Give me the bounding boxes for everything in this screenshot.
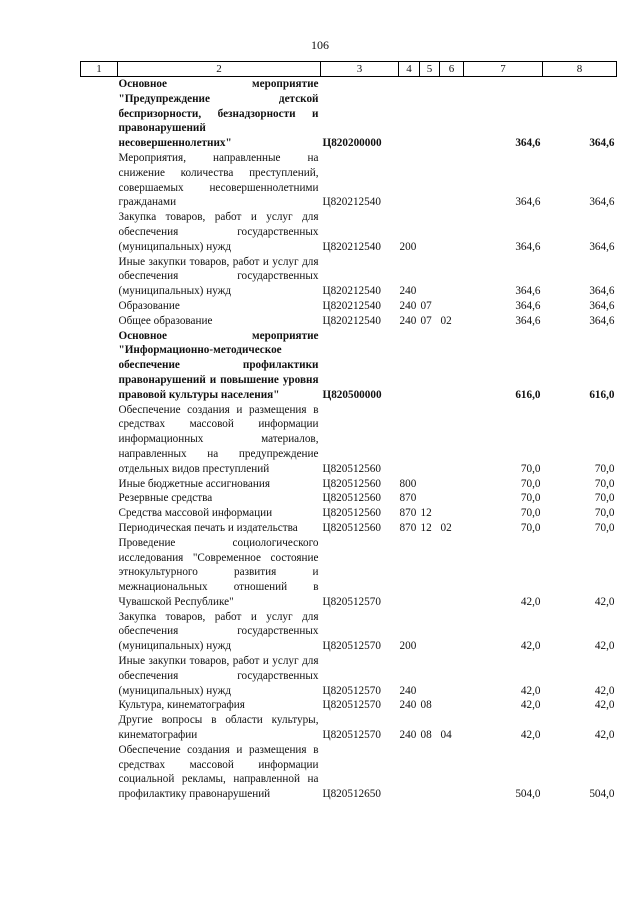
amount-year-1: 70,0	[520, 507, 541, 520]
subsection-code	[440, 743, 464, 802]
amount-year-2: 364,6	[589, 314, 615, 327]
amount-year-2: 70,0	[594, 507, 615, 520]
amount-year-1: 364,6	[515, 314, 541, 327]
row-name: Средства массовой информации	[118, 507, 273, 520]
expense-type-code: 200	[399, 640, 417, 653]
amount-year-1: 70,0	[520, 521, 541, 534]
blank-cell	[81, 403, 118, 477]
blank-cell	[81, 77, 118, 151]
section-code: 07	[420, 314, 432, 327]
table-row	[81, 77, 617, 151]
budget-table	[80, 61, 617, 802]
expense-type-code	[399, 151, 420, 210]
amount-year-1: 504,0	[515, 788, 541, 801]
blank-cell	[81, 299, 118, 314]
row-name: Образование	[118, 299, 180, 312]
subsection-code	[440, 151, 464, 210]
expense-type-code: 870	[399, 507, 417, 520]
amount-year-2: 70,0	[594, 462, 615, 475]
table-row	[81, 521, 617, 536]
section-code	[420, 255, 440, 299]
section-code	[420, 403, 440, 477]
target-code: Ц820212540	[322, 240, 381, 253]
target-code: Ц820512560	[322, 521, 381, 534]
table-row	[81, 477, 617, 492]
section-code: 12	[420, 521, 432, 534]
amount-year-1: 42,0	[520, 595, 541, 608]
row-name: Общее образование	[118, 314, 213, 327]
section-code	[420, 536, 440, 610]
expense-type-code: 240	[399, 285, 417, 298]
subsection-code	[440, 403, 464, 477]
amount-year-2: 70,0	[594, 521, 615, 534]
subsection-code	[440, 491, 464, 506]
amount-year-1: 364,6	[515, 240, 541, 253]
row-name: Закупка товаров, работ и услуг для обеспечения государственных (муниципальных) нужд	[118, 610, 319, 653]
amount-year-1: 70,0	[520, 492, 541, 505]
target-code: Ц820512650	[322, 788, 381, 801]
table-row	[81, 698, 617, 713]
column-number-row	[81, 62, 617, 77]
row-name: Иные закупки товаров, работ и услуг для обеспечения государственных (муниципальных) нужд	[118, 655, 319, 697]
expense-type-code	[399, 77, 420, 151]
amount-year-1: 364,6	[515, 285, 541, 298]
table-row	[81, 654, 617, 698]
subsection-code	[440, 698, 464, 713]
amount-year-2: 504,0	[589, 788, 615, 801]
column-header: 8	[543, 62, 617, 77]
subsection-code	[440, 536, 464, 610]
expense-type-code	[399, 536, 420, 610]
row-name: Основное мероприятие "Информационно-методическое обеспечение профилактики правонарушений и повышение уровня правовой культуры населения"	[118, 329, 319, 401]
row-name: Резервные средства	[118, 492, 213, 505]
row-name: Обеспечение создания и размещения в средствах массовой информации информационных материалов, направленных на предупреждение отдельных видов преступлений	[118, 403, 319, 475]
target-code: Ц820512570	[322, 729, 381, 742]
subsection-code	[440, 329, 464, 403]
section-code: 07	[420, 299, 432, 312]
amount-year-2: 364,6	[589, 196, 615, 209]
amount-year-2: 70,0	[594, 477, 615, 490]
amount-year-1: 364,6	[515, 299, 541, 312]
expense-type-code	[399, 403, 420, 477]
amount-year-2: 42,0	[594, 684, 615, 697]
amount-year-2: 364,6	[589, 240, 615, 253]
amount-year-2: 70,0	[594, 492, 615, 505]
target-code: Ц820212540	[322, 285, 381, 298]
target-code: Ц820512560	[322, 492, 381, 505]
section-code	[420, 329, 440, 403]
target-code: Ц820212540	[322, 196, 381, 209]
target-code: Ц820512560	[322, 507, 381, 520]
amount-year-2: 42,0	[594, 640, 615, 653]
blank-cell	[81, 314, 118, 329]
blank-cell	[81, 610, 118, 654]
blank-cell	[81, 329, 118, 403]
amount-year-1: 364,6	[515, 137, 541, 150]
amount-year-1: 70,0	[520, 477, 541, 490]
row-name: Культура, кинематография	[118, 699, 245, 712]
blank-cell	[81, 477, 118, 492]
section-code	[420, 491, 440, 506]
subsection-code	[440, 506, 464, 521]
amount-year-2: 364,6	[589, 299, 615, 312]
row-name: Закупка товаров, работ и услуг для обеспечения государственных (муниципальных) нужд	[118, 211, 319, 253]
table-row	[81, 713, 617, 743]
blank-cell	[81, 521, 118, 536]
blank-cell	[81, 698, 118, 713]
row-name: Обеспечение создания и размещения в средствах массовой информации социальной рекламы, направленной на профилактику правонарушений	[118, 743, 319, 801]
amount-year-2: 42,0	[594, 595, 615, 608]
blank-cell	[81, 491, 118, 506]
target-code: Ц820512570	[322, 684, 381, 697]
expense-type-code: 800	[399, 477, 417, 490]
amount-year-1: 42,0	[520, 699, 541, 712]
amount-year-2: 364,6	[589, 137, 615, 150]
amount-year-2: 42,0	[594, 729, 615, 742]
subsection-code: 04	[440, 729, 452, 742]
expense-type-code: 240	[399, 299, 417, 312]
target-code: Ц820512570	[322, 640, 381, 653]
section-code	[420, 210, 440, 254]
section-code	[420, 743, 440, 802]
blank-cell	[81, 654, 118, 698]
table-body	[81, 77, 617, 803]
column-header: 5	[420, 62, 440, 77]
row-name: Иные бюджетные ассигнования	[118, 477, 270, 490]
section-code	[420, 77, 440, 151]
table-row	[81, 210, 617, 254]
column-header: 2	[118, 62, 321, 77]
amount-year-1: 364,6	[515, 196, 541, 209]
target-code: Ц820212540	[322, 314, 381, 327]
table-row	[81, 610, 617, 654]
table-row	[81, 506, 617, 521]
column-header: 3	[321, 62, 399, 77]
subsection-code: 02	[440, 314, 452, 327]
subsection-code	[440, 210, 464, 254]
blank-cell	[81, 713, 118, 743]
table-row	[81, 403, 617, 477]
amount-year-1: 42,0	[520, 684, 541, 697]
expense-type-code	[399, 743, 420, 802]
blank-cell	[81, 536, 118, 610]
subsection-code	[440, 477, 464, 492]
row-name: Мероприятия, направленные на снижение количества преступлений, совершаемых несовершеннолетними гражданами	[118, 151, 319, 209]
expense-type-code: 870	[399, 492, 417, 505]
target-code: Ц820200000	[322, 137, 382, 150]
table-row	[81, 329, 617, 403]
expense-type-code: 200	[399, 240, 417, 253]
section-code: 08	[420, 699, 432, 712]
row-name: Периодическая печать и издательства	[118, 521, 298, 534]
amount-year-1: 616,0	[515, 388, 541, 401]
section-code	[420, 610, 440, 654]
expense-type-code	[399, 329, 420, 403]
subsection-code	[440, 77, 464, 151]
column-header: 6	[440, 62, 464, 77]
amount-year-1: 42,0	[520, 640, 541, 653]
subsection-code	[440, 654, 464, 698]
expense-type-code: 240	[399, 314, 417, 327]
amount-year-2: 364,6	[589, 285, 615, 298]
expense-type-code: 240	[399, 699, 417, 712]
amount-year-2: 616,0	[589, 388, 615, 401]
table-row	[81, 491, 617, 506]
target-code: Ц820512570	[322, 595, 381, 608]
subsection-code	[440, 610, 464, 654]
table-row	[81, 743, 617, 802]
row-name: Основное мероприятие "Предупреждение детской беспризорности, безнадзорности и правонарушений несовершеннолетних"	[118, 78, 319, 150]
section-code: 08	[420, 729, 432, 742]
column-header: 4	[399, 62, 420, 77]
blank-cell	[81, 743, 118, 802]
amount-year-1: 42,0	[520, 729, 541, 742]
table-row	[81, 536, 617, 610]
section-code	[420, 477, 440, 492]
subsection-code: 02	[440, 521, 452, 534]
table-row	[81, 299, 617, 314]
table-row	[81, 151, 617, 210]
amount-year-1: 70,0	[520, 462, 541, 475]
page-number: 106	[311, 38, 329, 52]
table-row	[81, 314, 617, 329]
blank-cell	[81, 255, 118, 299]
expense-type-code: 240	[399, 684, 417, 697]
target-code: Ц820512570	[322, 699, 381, 712]
column-header: 1	[81, 62, 118, 77]
blank-cell	[81, 210, 118, 254]
section-code	[420, 654, 440, 698]
section-code	[420, 151, 440, 210]
column-header: 7	[464, 62, 543, 77]
blank-cell	[81, 506, 118, 521]
subsection-code	[440, 255, 464, 299]
expense-type-code: 240	[399, 729, 417, 742]
target-code: Ц820512560	[322, 462, 381, 475]
subsection-code	[440, 299, 464, 314]
row-name: Другие вопросы в области культуры, кинематографии	[118, 714, 319, 742]
amount-year-2: 42,0	[594, 699, 615, 712]
target-code: Ц820500000	[322, 388, 382, 401]
expense-type-code: 870	[399, 521, 417, 534]
row-name: Проведение социологического исследования "Современное состояние этнокультурного развития и межнациональных отношений в Чувашской Республике"	[118, 536, 319, 608]
section-code: 12	[420, 507, 432, 520]
table-row	[81, 255, 617, 299]
target-code: Ц820212540	[322, 299, 381, 312]
row-name: Иные закупки товаров, работ и услуг для обеспечения государственных (муниципальных) нужд	[118, 255, 319, 298]
target-code: Ц820512560	[322, 477, 381, 490]
blank-cell	[81, 151, 118, 210]
